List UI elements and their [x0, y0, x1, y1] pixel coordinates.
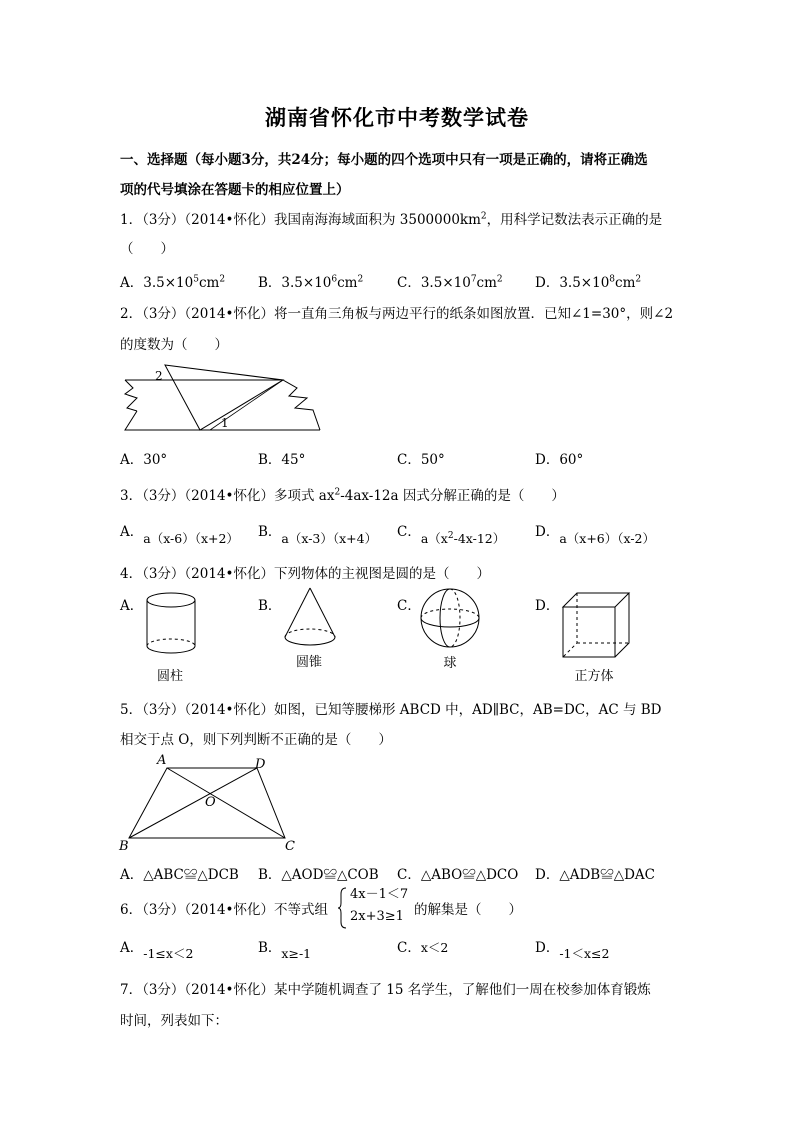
q5-option-d[interactable] [535, 863, 655, 883]
option-text: △ADB≌△DAC [559, 867, 655, 883]
q1-option-a[interactable] [120, 271, 225, 291]
q4-caption-cube: 正方体 [574, 669, 614, 684]
q7-stem-line1: 7．（3分）（2014•怀化）某中学随机调查了 15 名学生，了解他们一周在校参加体育锻炼 [120, 982, 651, 998]
option-unit: cm [198, 275, 220, 291]
cube-figure [560, 590, 635, 660]
q6-stem-b: 的解集是（ ） [414, 902, 522, 918]
option-exp: 8 [609, 274, 616, 285]
option-unit: cm [615, 275, 636, 291]
q3-option-b[interactable] [258, 520, 378, 546]
option-label: C． [397, 524, 421, 540]
option-unit-exp: 2 [635, 274, 642, 285]
q7-stem-line2: 时间，列表如下： [120, 1013, 228, 1029]
q6-option-b[interactable] [258, 936, 312, 961]
vertex-c: C [285, 839, 295, 854]
q3-option-a[interactable] [120, 520, 239, 546]
q4-caption-cylinder: 圆柱 [156, 669, 183, 684]
q2-option-a[interactable] [120, 448, 167, 468]
option-text: a（x-3）（x+4） [281, 531, 378, 546]
option-text: a（x-6）（x+2） [143, 531, 239, 546]
point-o: O [205, 795, 216, 810]
q6-option-c[interactable] [397, 936, 448, 956]
option-label: B． [258, 275, 282, 291]
sphere-figure [418, 586, 486, 654]
option-unit-exp: 2 [219, 274, 226, 285]
vertex-b: B [119, 839, 129, 854]
option-exp: 7 [470, 274, 477, 285]
option-label: B． [258, 452, 282, 468]
q1-option-b[interactable] [258, 271, 363, 291]
option-text-sup: 2 [447, 530, 454, 541]
option-base: 3.5×10 [281, 275, 332, 291]
q5-trapezoid-figure [115, 752, 295, 854]
option-text: x＜2 [420, 940, 449, 955]
q3-stem-a: 3．（3分）（2014•怀化）多项式 ax [120, 488, 335, 504]
q4-option-b-label[interactable]: B． [258, 598, 282, 614]
q5-stem-line1: 5．（3分）（2014•怀化）如图，已知等腰梯形 ABCD 中，AD∥BC，AB=DC，AC 与 BD [120, 702, 662, 718]
option-text: △ABO≌△DCO [420, 867, 519, 883]
option-text: 60° [559, 452, 584, 468]
q4-caption-cone: 圆锥 [295, 655, 322, 670]
option-label: D． [535, 524, 560, 540]
q6-stem-a: 6．（3分）（2014•怀化）不等式组 [120, 902, 328, 918]
option-text: 50° [420, 452, 445, 468]
strip-right-torn-edge [283, 380, 320, 430]
option-text: x≥-1 [281, 946, 312, 961]
option-label: D． [535, 275, 560, 291]
option-label: D． [535, 867, 560, 883]
q5-option-c[interactable] [397, 863, 518, 883]
option-label: A． [120, 275, 144, 291]
q1-stem-a: 1．（3分）（2014•怀化）我国南海海域面积为 3500000km [120, 212, 481, 228]
option-label: B． [258, 940, 282, 956]
q3-option-d[interactable] [535, 520, 656, 546]
option-label: C． [397, 452, 421, 468]
q1-stem-b: ，用科学记数法表示正确的是 [486, 212, 663, 228]
q3-stem-b: -4ax-12a 因式分解正确的是（ ） [340, 488, 565, 504]
option-text: △ABC≌△DCB [143, 867, 239, 883]
q1-stem-sup: 2 [480, 211, 487, 222]
option-label: A． [120, 452, 144, 468]
brace-icon [338, 886, 348, 930]
page-title: 湖南省怀化市中考数学试卷 [265, 105, 529, 130]
q4-option-d-label[interactable]: D． [535, 598, 560, 614]
section-heading-line2: 项的代号填涂在答题卡的相应位置上） [120, 182, 350, 198]
angle-2-label: 2 [155, 369, 163, 383]
q1-option-c[interactable] [397, 271, 503, 291]
q5-stem-line2: 相交于点 O，则下列判断不正确的是（ ） [120, 732, 392, 748]
option-text-b: -4x-12） [453, 531, 506, 546]
q6-system-line2: 2x+3≥1 [350, 909, 404, 924]
option-exp: 5 [193, 274, 199, 285]
option-label: A． [120, 867, 144, 883]
angle-1-label: 1 [221, 416, 229, 430]
q1-blank: （ ） [120, 241, 174, 257]
option-label: D． [535, 452, 560, 468]
option-label: B． [258, 524, 282, 540]
q2-option-d[interactable] [535, 448, 583, 468]
q5-option-a[interactable] [120, 863, 239, 883]
option-label: C． [397, 275, 421, 291]
option-unit: cm [337, 275, 358, 291]
option-base: 3.5×10 [559, 275, 610, 291]
q4-stem: 4．（3分）（2014•怀化）下列物体的主视图是圆的是（ ） [120, 566, 490, 582]
q1-stem [120, 208, 662, 228]
option-text: 45° [281, 452, 306, 468]
option-label: C． [397, 940, 421, 956]
vertex-d: D [255, 757, 266, 772]
option-unit: cm [476, 275, 497, 291]
q2-option-b[interactable] [258, 448, 305, 468]
option-label: A． [120, 524, 144, 540]
q4-option-c-label[interactable]: C． [397, 598, 421, 614]
option-base: 3.5×10 [143, 275, 194, 291]
option-label: A． [120, 940, 144, 956]
q5-option-b[interactable] [258, 863, 379, 883]
q2-stem-line1: 2．（3分）（2014•怀化）将一直角三角板与两边平行的纸条如图放置．已知∠1=30°，则∠2 [120, 306, 674, 322]
option-unit-exp: 2 [496, 274, 503, 285]
q2-figure [115, 358, 330, 438]
q6-option-d[interactable] [535, 936, 610, 961]
section-heading-line1: 一、选择题（每小题3分，共24分；每小题的四个选项中只有一项是正确的，请将正确选 [120, 152, 648, 168]
option-label: C． [397, 867, 421, 883]
strip-left-torn-edge [125, 380, 137, 411]
option-exp: 6 [331, 274, 338, 285]
option-text: -1≤x＜2 [143, 946, 194, 961]
cone-figure [275, 585, 345, 655]
q2-option-c[interactable] [397, 448, 445, 468]
option-text-a: a（x [420, 531, 448, 546]
option-text: 30° [143, 452, 168, 468]
option-text [421, 531, 505, 546]
q3-option-c[interactable] [397, 520, 506, 546]
cylinder-figure [140, 590, 210, 660]
q2-stem-line2: 的度数为（ ） [120, 337, 228, 353]
option-label: D． [535, 940, 560, 956]
q6-system-line1: 4x－1＜7 [350, 887, 409, 902]
q4-option-a-label[interactable]: A． [120, 598, 144, 614]
option-text: △AOD≌△COB [281, 867, 379, 883]
q3-stem-sup: 2 [334, 487, 341, 498]
option-text: a（x+6）（x-2） [559, 531, 656, 546]
option-text: -1＜x≤2 [559, 946, 610, 961]
q3-stem [120, 484, 565, 504]
q1-option-d[interactable] [535, 271, 641, 291]
option-base: 3.5×10 [420, 275, 471, 291]
vertex-a: A [157, 753, 167, 768]
q6-option-a[interactable] [120, 936, 194, 961]
option-unit-exp: 2 [357, 274, 364, 285]
option-label: B． [258, 867, 282, 883]
q4-caption-sphere: 球 [443, 656, 457, 671]
